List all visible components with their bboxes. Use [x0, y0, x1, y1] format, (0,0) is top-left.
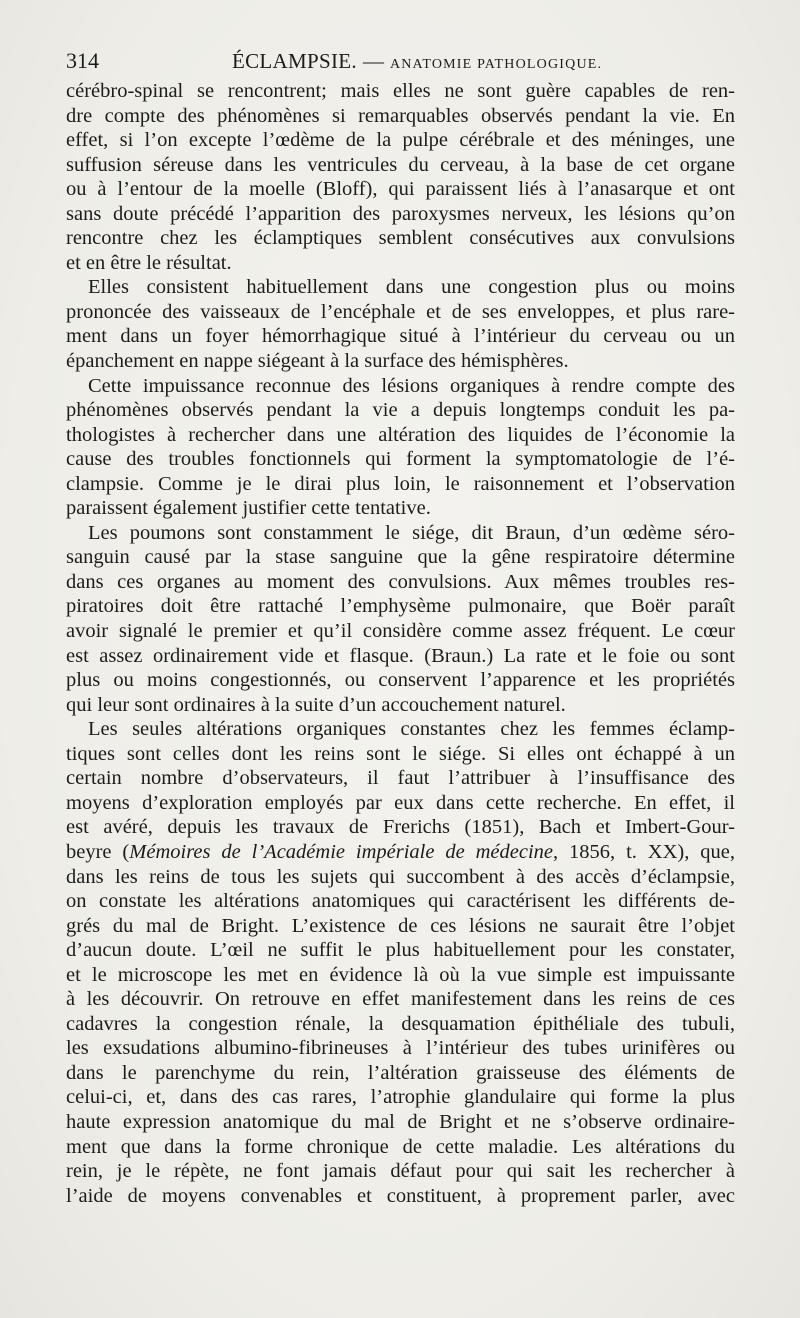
text-line: rencontre chez les éclamptiques semblent consécutives aux convulsions	[66, 227, 735, 250]
text-line: les exsudations albumino-fibrineuses à l’intérieur des tubes urinifères ou	[66, 1037, 735, 1060]
text-line: dans ces organes au moment des convulsions. Aux mêmes troubles res-	[66, 570, 735, 593]
running-title-sub: ANATOMIE PATHOLOGIQUE.	[389, 57, 603, 72]
text-line: avoir signalé le premier et qu’il considère comme assez fréquent. Le cœur	[66, 620, 735, 643]
text-line: sanguin causé par la stase sanguine que la gêne respiratoire détermine	[66, 546, 735, 569]
text-line: grés du mal de Bright. L’existence de ces lésions ne saurait être l’objet	[66, 914, 735, 937]
text-line: dans les reins de tous les sujets qui succombent à des accès d’éclampsie,	[66, 865, 735, 888]
text-line: ment que dans la forme chronique de cette maladie. Les altérations du	[66, 1135, 735, 1158]
running-header	[66, 46, 734, 76]
text-line: rein, je le répète, ne font jamais défaut pour qui sait les rechercher à	[66, 1160, 735, 1183]
text-line: piratoires doit être rattaché l’emphysème pulmonaire, que Boër paraît	[66, 595, 735, 618]
running-title-main: ÉCLAMPSIE.	[232, 49, 357, 73]
text-line: phénomènes observés pendant la vie a depuis longtemps conduit les pa-	[66, 399, 735, 422]
text-line: clampsie. Comme je le dirai plus loin, le raisonnement et l’observation	[66, 472, 735, 495]
text-line: thologistes à rechercher dans une altération des liquides de l’économie la	[66, 423, 735, 446]
text-line: d’aucun doute. L’œil ne suffit le plus habituellement pour les constater,	[66, 939, 735, 962]
text-line: plus ou moins congestionnés, ou conservent l’apparence et les propriétés	[66, 669, 735, 692]
text-line: tiques sont celles dont les reins sont le siége. Si elles ont échappé à un	[66, 742, 735, 765]
text-line: cérébro-spinal se rencontrent; mais elles ne sont guère capables de ren-	[66, 80, 735, 102]
text-line: et en être le résultat.	[66, 251, 232, 274]
text-line-post: , 1856, t. XX), que,	[553, 840, 735, 863]
text-line: qui leur sont ordinaires à la suite d’un accouchement naturel.	[66, 693, 566, 716]
text-line-pre: beyre (	[66, 840, 130, 863]
text-line: prononcée des vaisseaux de l’encéphale et de ses enveloppes, et plus rare-	[66, 300, 735, 323]
text-line: épanchement en nappe siégeant à la surface des hémisphères.	[66, 350, 569, 373]
text-line: sans doute précédé l’apparition des paroxysmes nerveux, les lésions qu’on	[66, 202, 735, 225]
text-line: dans le parenchyme du rein, l’altération graisseuse des éléments de	[66, 1061, 735, 1084]
text-line: moyens d’exploration employés par eux dans cette recherche. En effet, il	[66, 791, 735, 814]
text-line: Les seules altérations organiques constantes chez les femmes éclamp-	[88, 718, 735, 741]
text-line: on constate les altérations anatomiques qui caractérisent les différents de-	[66, 890, 735, 913]
text-line: Les poumons sont constamment le siége, dit Braun, d’un œdème séro-	[88, 521, 735, 544]
page-number: 314	[66, 48, 99, 73]
citation-title: Mémoires de l’Académie impériale de médecine	[129, 840, 554, 863]
text-line: est assez ordinairement vide et flasque. (Braun.) La rate et le foie ou sont	[66, 644, 735, 667]
body-text	[66, 79, 735, 1208]
text-line: dre compte des phénomènes si remarquables observés pendant la vie. En	[66, 104, 735, 127]
text-line: et le microscope les met en évidence là où la vue simple est impuissante	[66, 963, 735, 986]
text-line: à les découvrir. On retrouve en effet manifestement dans les reins de ces	[66, 988, 735, 1011]
text-line: ment dans un foyer hémorrhagique situé à l’intérieur du cerveau ou un	[66, 325, 735, 348]
text-line: suffusion séreuse dans les ventricules du cerveau, à la base de cet organe	[66, 153, 735, 176]
text-line: Elles consistent habituellement dans une congestion plus ou moins	[88, 276, 735, 299]
text-line: paraissent également justifier cette tentative.	[66, 497, 431, 520]
text-line: l’aide de moyens convenables et constituent, à proprement parler, avec	[66, 1184, 735, 1207]
text-line: celui-ci, et, dans des cas rares, l’atrophie glandulaire qui forme la plus	[66, 1086, 735, 1109]
text-line: certain nombre d’observateurs, il faut l’attribuer à l’insuffisance des	[66, 767, 735, 790]
text-line: cause des troubles fonctionnels qui forment la symptomatologie de l’é-	[66, 448, 735, 471]
text-line: effet, si l’on excepte l’œdème de la pulpe cérébrale et des méninges, une	[66, 129, 735, 152]
running-title	[232, 46, 602, 80]
text-line-with-citation	[66, 840, 735, 865]
running-title-dash: —	[362, 49, 384, 73]
text-line: cadavres la congestion rénale, la desquamation épithéliale des tubuli,	[66, 1012, 735, 1035]
text-line: haute expression anatomique du mal de Bright et ne s’observe ordinaire-	[66, 1110, 735, 1133]
text-line: est avéré, depuis les travaux de Frerichs (1851), Bach et Imbert-Gour-	[66, 816, 735, 839]
text-line: ou à l’entour de la moelle (Bloff), qui paraissent liés à l’anasarque et ont	[66, 178, 735, 201]
text-line: Cette impuissance reconnue des lésions organiques à rendre compte des	[88, 374, 735, 397]
